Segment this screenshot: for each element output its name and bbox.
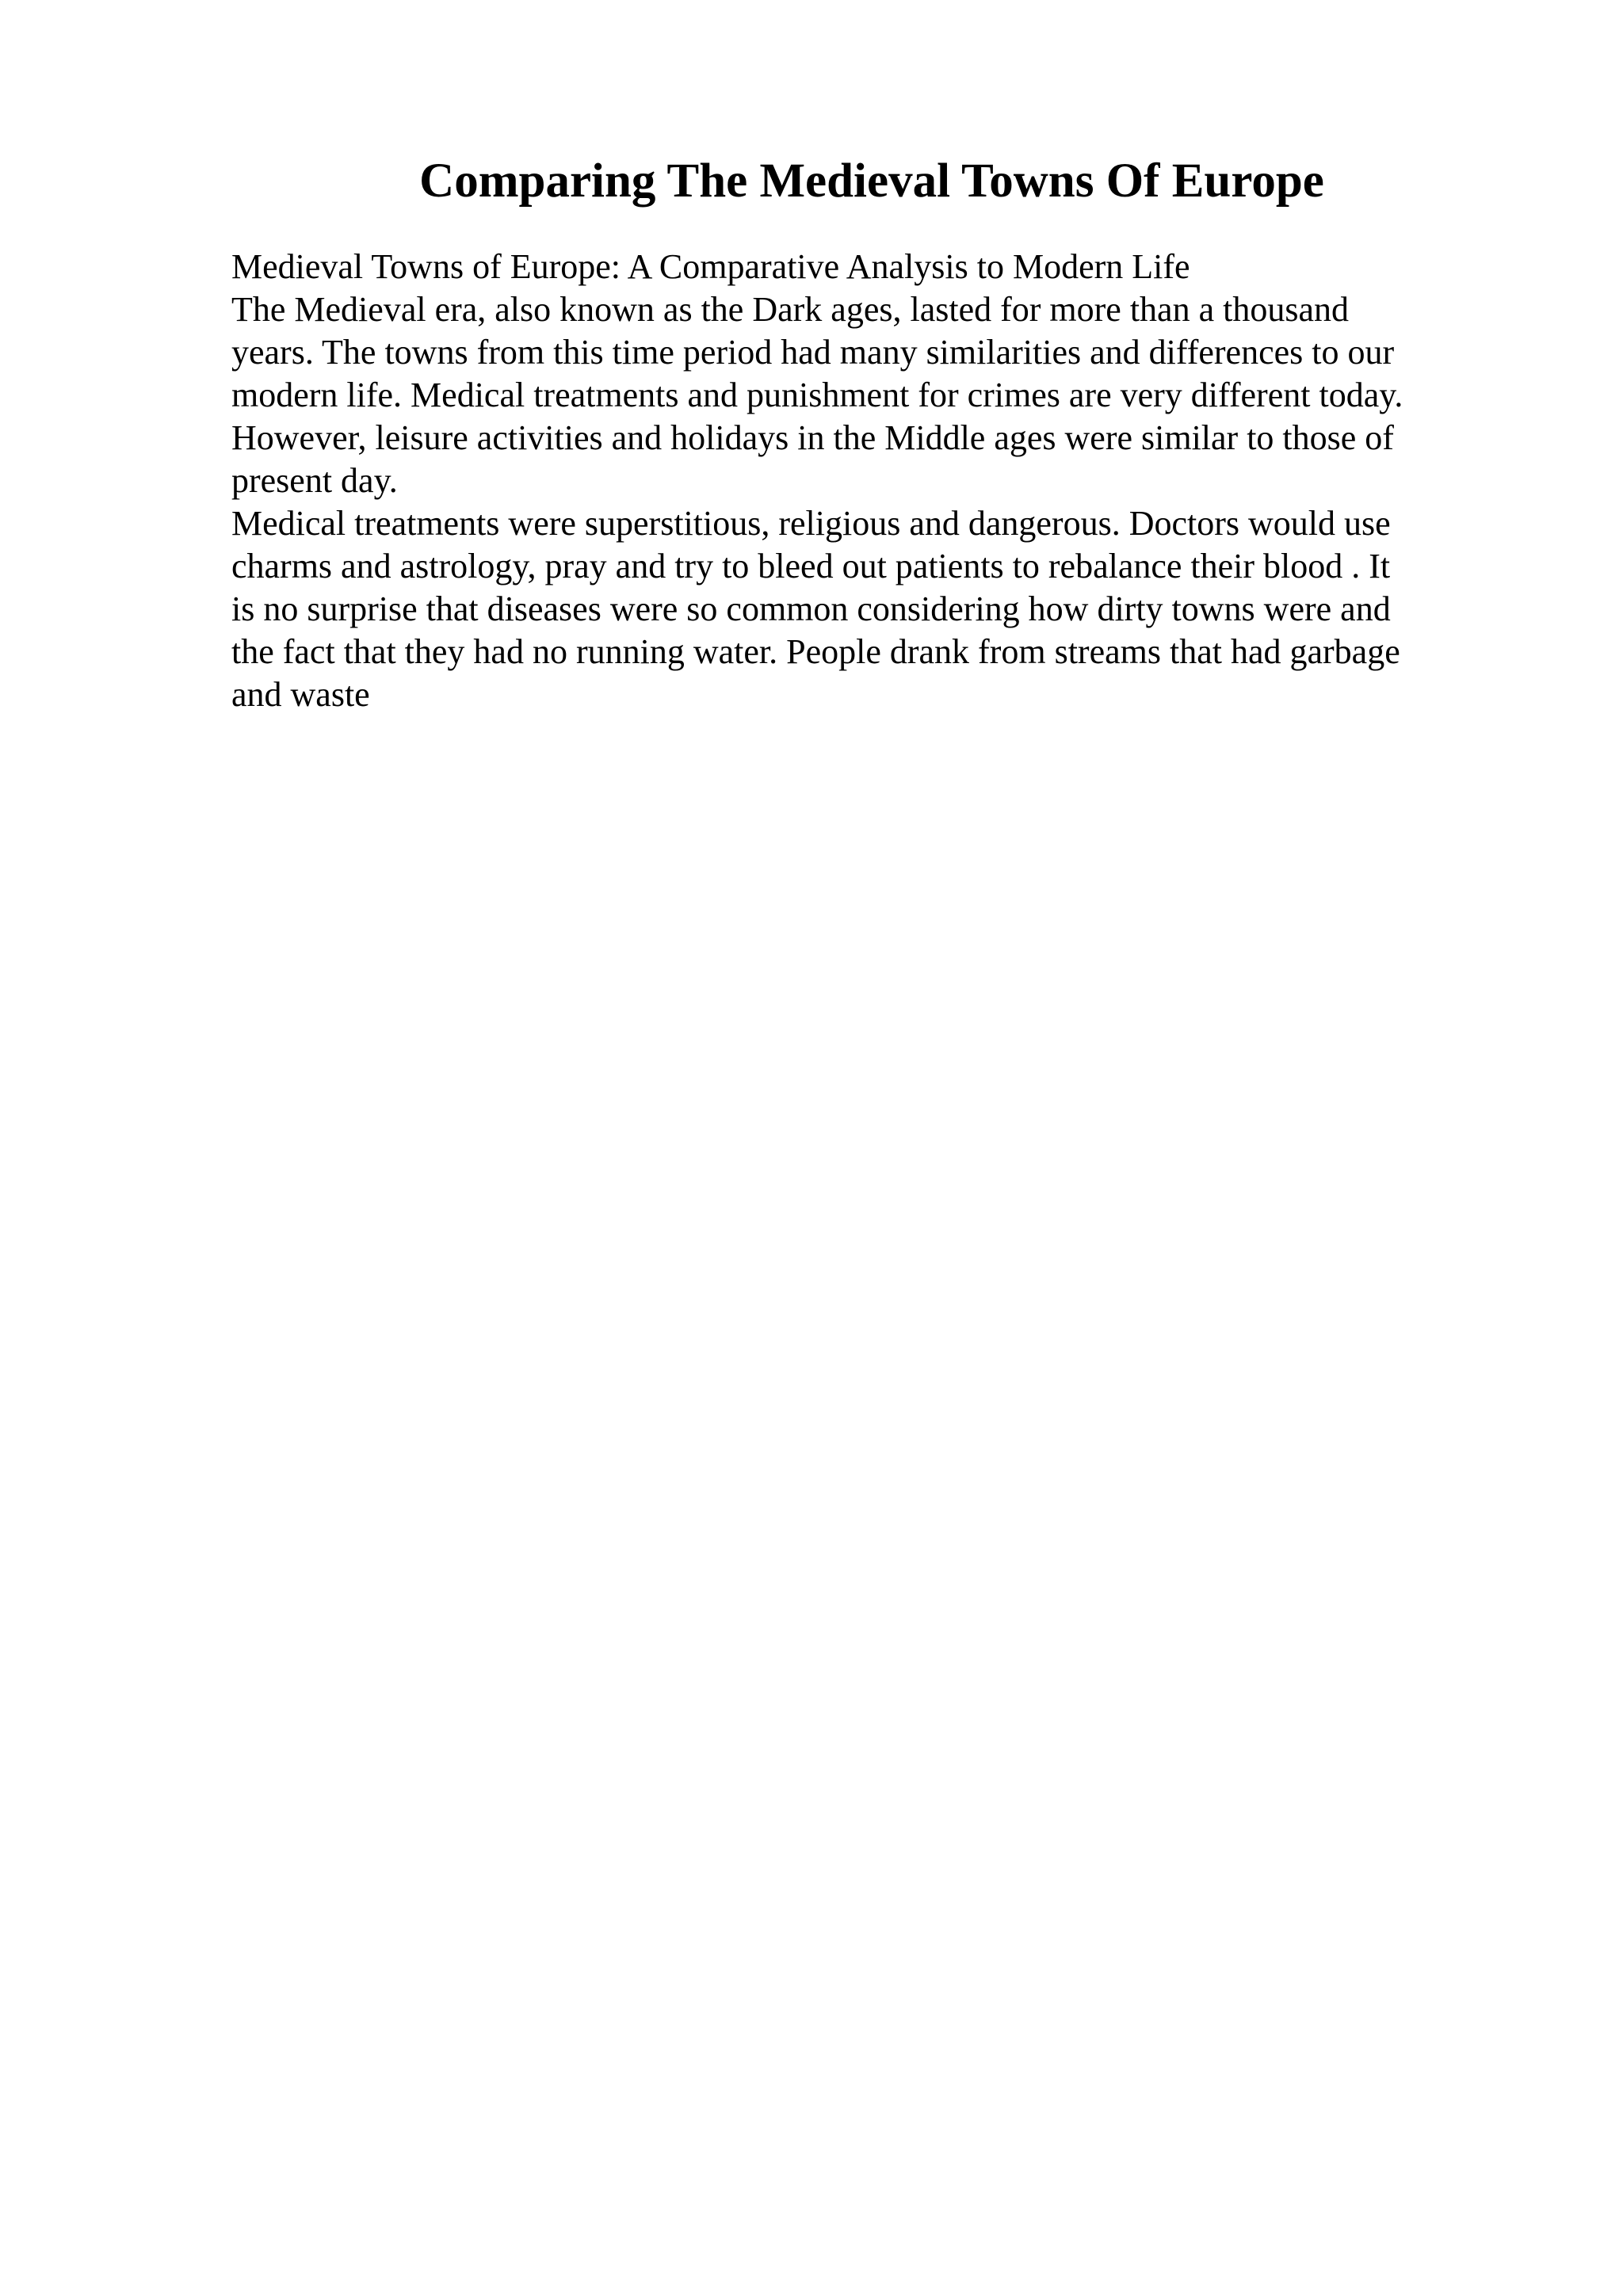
text-line: present day.: [231, 461, 398, 500]
document-body: [231, 246, 1499, 716]
text-line: The Medieval era, also known as the Dark ages, lasted for more than a thousand: [231, 290, 1349, 329]
text-line: Medical treatments were superstitious, religious and dangerous. Doctors would use: [231, 504, 1391, 543]
text-line: charms and astrology, pray and try to bleed out patients to rebalance their blood . It: [231, 547, 1391, 585]
text-line: years. The towns from this time period had many similarities and differences to our: [231, 333, 1395, 372]
text-line: the fact that they had no running water. People drank from streams that had garbage: [231, 632, 1400, 671]
document-title: Comparing The Medieval Towns Of Europe: [419, 154, 1324, 208]
text-line: Medieval Towns of Europe: A Comparative Analysis to Modern Life: [231, 247, 1190, 286]
text-line: and waste: [231, 675, 370, 714]
text-line: is no surprise that diseases were so common considering how dirty towns were and: [231, 589, 1391, 628]
text-line: modern life. Medical treatments and punishment for crimes are very different today.: [231, 376, 1403, 414]
text-line: However, leisure activities and holidays in the Middle ages were similar to those of: [231, 418, 1394, 457]
